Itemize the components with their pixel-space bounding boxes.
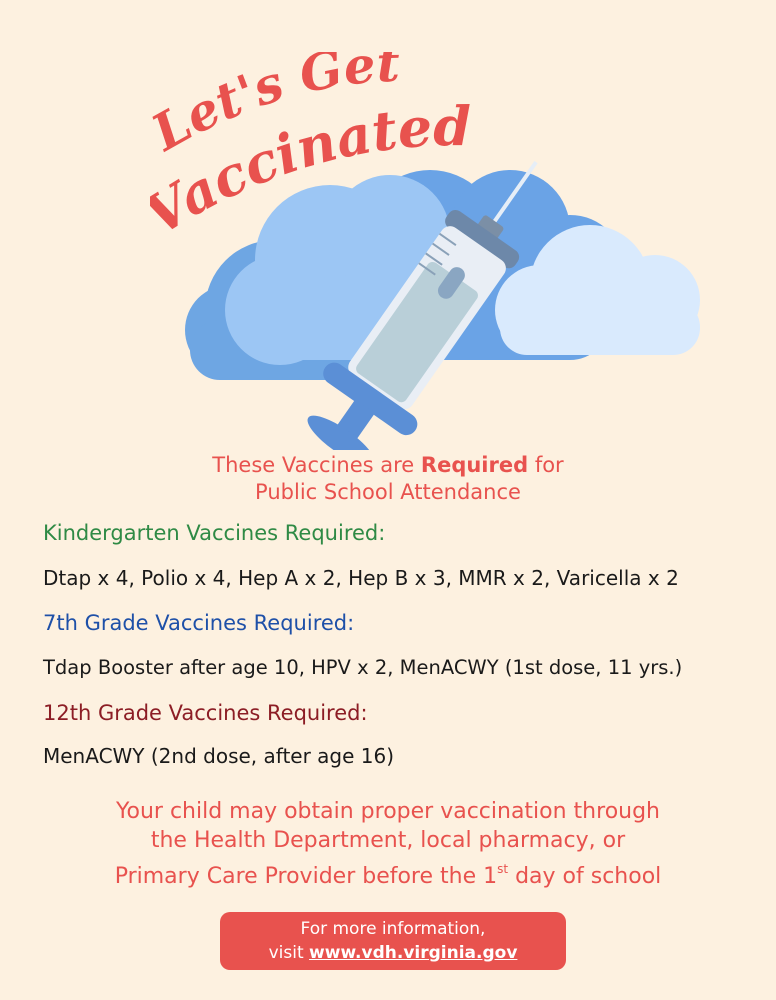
- obtain-line-3-suffix: day of school: [508, 864, 662, 889]
- title-line-1: et's Get: [175, 52, 401, 146]
- obtain-line-3: [0, 855, 776, 891]
- required-heading: [0, 452, 776, 506]
- obtain-line-3-sup: st: [497, 862, 509, 876]
- info-line-2: [220, 941, 566, 965]
- info-line-1: For more information,: [300, 919, 486, 939]
- heading-prefix: These Vaccines are: [212, 453, 421, 477]
- heading-suffix: for: [528, 453, 564, 477]
- kindergarten-label: Kindergarten Vaccines Required:: [43, 521, 386, 545]
- obtain-line-2: the Health Department, local pharmacy, or: [150, 828, 626, 853]
- vdh-website-link[interactable]: www.vdh.virginia.gov: [309, 943, 518, 963]
- kindergarten-vaccine-list: Dtap x 4, Polio x 4, Hep A x 2, Hep B x 3, MMR x 2, Varicella x 2: [43, 566, 679, 590]
- grade7-label: 7th Grade Vaccines Required:: [43, 611, 355, 635]
- syringe-clouds-illustration: [180, 160, 720, 450]
- obtain-line-3-prefix: Primary Care Provider before the 1: [114, 864, 498, 889]
- required-heading-line-2: Public School Attendance: [255, 480, 521, 504]
- grade12-vaccine-list: MenACWY (2nd dose, after age 16): [43, 744, 395, 768]
- obtain-line-1: Your child may obtain proper vaccination through: [115, 799, 661, 824]
- required-heading-line-1: [0, 452, 776, 479]
- syringe-icon: [180, 160, 720, 450]
- title-line-2: accinated: [167, 94, 472, 229]
- obtain-vaccination-note: [0, 797, 776, 891]
- info-visit-text: visit: [268, 943, 310, 963]
- heading-emphasis: Required: [420, 453, 529, 477]
- grade7-vaccine-list: Tdap Booster after age 10, HPV x 2, MenACWY (1st dose, 11 yrs.): [43, 656, 683, 679]
- grade12-label: 12th Grade Vaccines Required:: [43, 701, 368, 725]
- more-info-box: [220, 912, 566, 970]
